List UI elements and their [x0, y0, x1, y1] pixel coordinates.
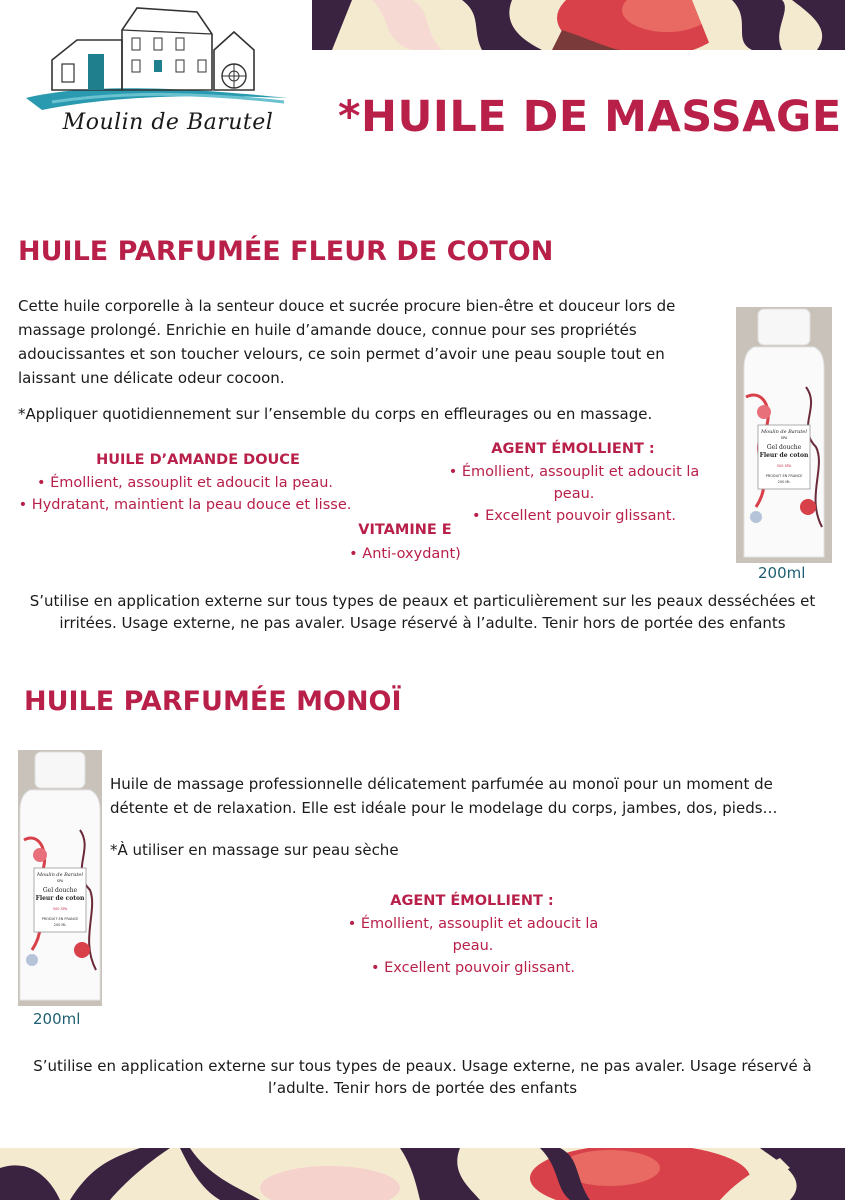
- bottle-origin: PRODUIT EN FRANCE: [765, 474, 803, 478]
- floral-band-bottom: [0, 1148, 845, 1200]
- product-description: Huile de massage professionnelle délicatement parfumée au monoï pour un moment de détente et de relaxation. Elle est idéale pour le modelage du corps, jambes, dos, pieds…: [110, 775, 778, 817]
- bottle-origin: PRODUIT EN FRANCE: [41, 917, 79, 921]
- product-description: Cette huile corporelle à la senteur douce et sucrée procure bien-être et douceur lors de massage prolongé. Enrichie en huile d’amande douce, connue pour ses propriétés adoucissantes et son toucher velours, ce soin permet d’avoir une peau souple tout en laissant une délicate odeur cocoon.: [18, 297, 676, 387]
- bottle-tagline: SPA: [56, 879, 64, 883]
- bottle-size: 200 ML: [53, 923, 67, 927]
- benefit-item: • Émollient, assouplit et adoucit la peau.: [448, 464, 700, 502]
- floral-band-top: [312, 0, 845, 50]
- benefit-item: • Excellent pouvoir glissant.: [370, 960, 576, 976]
- page-title: *HUILE DE MASSAGE: [338, 92, 842, 142]
- benefit-list-amande: [0, 472, 370, 516]
- benefit-list-emollient: [428, 461, 720, 527]
- benefit-item: • Émollient, assouplit et adoucit la peau.: [347, 916, 599, 954]
- bottle-size: 200 ML: [777, 480, 791, 484]
- benefit-heading-amande: HUILE D’AMANDE DOUCE: [96, 452, 300, 468]
- benefit-heading-emollient: AGENT ÉMOLLIENT :: [390, 893, 554, 909]
- application-note: *À utiliser en massage sur peau sèche: [110, 841, 399, 859]
- bottle-brand: Moulin de Barutel: [37, 872, 83, 878]
- logo-wordmark: Moulin de Barutel: [62, 110, 274, 135]
- product-bottle-image: [736, 307, 832, 563]
- benefit-item: • Émollient, assouplit et adoucit la peau.: [36, 475, 334, 491]
- bottle-line2: Fleur de coton: [35, 895, 85, 902]
- bottle-line1: Gel douche: [42, 887, 78, 894]
- application-note: *Appliquer quotidiennement sur l’ensemble du corps en effleurages ou en massage.: [18, 405, 653, 423]
- bottle-price: 500 SPA: [52, 907, 68, 911]
- benefit-item: • Anti-oxydant): [349, 546, 461, 562]
- benefit-item: • Hydratant, maintient la peau douce et lisse.: [18, 497, 352, 513]
- section-title-monoi: HUILE PARFUMÉE MONOÏ: [24, 686, 402, 717]
- benefit-heading-emollient: AGENT ÉMOLLIENT :: [491, 441, 655, 457]
- bottle-line1: Gel douche: [766, 444, 802, 451]
- bottle-tagline: SPA: [780, 436, 788, 440]
- volume-label: 200ml: [758, 564, 806, 582]
- volume-label: 200ml: [33, 1010, 81, 1028]
- section-title-fleur-de-coton: HUILE PARFUMÉE FLEUR DE COTON: [18, 236, 554, 267]
- benefit-heading-vitamine-e: VITAMINE E: [358, 522, 452, 538]
- moulin-de-barutel-logo: [22, 2, 292, 142]
- bottle-brand: Moulin de Barutel: [761, 429, 807, 435]
- product-bottle-image: [18, 750, 114, 1006]
- bottle-price: 500 SPA: [776, 464, 792, 468]
- benefit-item: • Excellent pouvoir glissant.: [471, 508, 677, 524]
- usage-instructions: S’utilise en application externe sur tous types de peaux et particulièrement sur les peaux desséchées et irritées. Usage externe, ne pas avaler. Usage réservé à l’adulte. Tenir hors de portée des enfants: [29, 592, 816, 632]
- usage-instructions: S’utilise en application externe sur tous types de peaux. Usage externe, ne pas avaler. Usage réservé à l’adulte. Tenir hors de portée des enfants: [33, 1057, 812, 1097]
- bottle-line2: Fleur de coton: [759, 452, 809, 459]
- benefit-list-vitamine-e: [295, 543, 515, 565]
- benefit-list-emollient: [332, 913, 614, 979]
